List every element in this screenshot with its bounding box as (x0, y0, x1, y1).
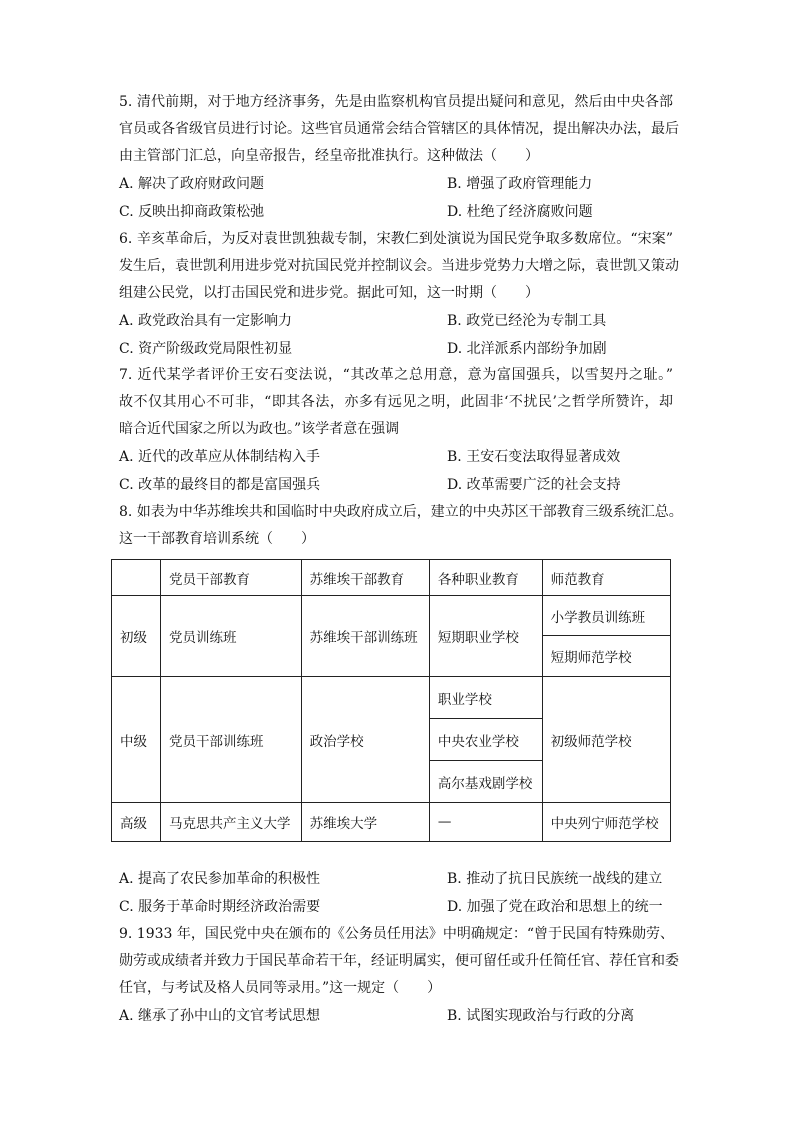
q6-stem-line-1: 6. 辛亥革命后，为反对袁世凯独裁专制，宋教仁到处演说为国民党争取多数席位。“宋案” (119, 231, 673, 247)
q9-stem-line-1: 9. 1933 年，国民党中央在颁布的《公务员任用法》中明确规定：“曾于民国有特殊勋劳、 (119, 926, 675, 942)
table-cell-zhongji-vocational-3: 高尔基戏剧学校 (429, 761, 542, 803)
q6-stem-line-3: 组建公民党，以打击国民党和进步党。据此可知，这一时期（ ） (119, 285, 539, 301)
q7-stem-line-2: 故不仅其用心不可非，“即其各法，亦多有远见之明，此固非‘不扰民’之哲学所赞许，却 (119, 394, 673, 410)
table-cell-chuji-normal-2: 短期师范学校 (542, 636, 670, 677)
q5-option-b[interactable]: B. 增强了政府管理能力 (447, 176, 593, 192)
table-cell-chuji-soviet: 苏维埃干部训练班 (301, 596, 429, 677)
table-header-soviet: 苏维埃干部教育 (301, 560, 429, 596)
q5-option-a[interactable]: A. 解决了政府财政问题 (119, 176, 265, 192)
table-header-corner (112, 560, 161, 596)
q6-stem-line-2: 发生后，袁世凯利用进步党对抗国民党并控制议会。当进步党势力大增之际，袁世凯又策动 (119, 258, 679, 274)
table-cell-gaoji-soviet: 苏维埃大学 (301, 803, 429, 842)
q8-option-a[interactable]: A. 提高了农民参加革命的积极性 (119, 871, 321, 887)
q8-option-d[interactable]: D. 加强了党在政治和思想上的统一 (447, 899, 663, 915)
table-cell-level-chuji: 初级 (112, 596, 161, 677)
q6-option-a[interactable]: A. 政党政治具有一定影响力 (119, 313, 293, 329)
table-cell-chuji-normal-1: 小学教员训练班 (542, 596, 670, 636)
table-cell-gaoji-vocational: — (429, 803, 542, 842)
table-cell-chuji-vocational: 短期职业学校 (429, 596, 542, 677)
q6-option-c[interactable]: C. 资产阶级政党局限性初显 (119, 341, 293, 357)
table-cell-zhongji-party: 党员干部训练班 (161, 677, 302, 803)
education-system-table (111, 559, 671, 842)
table-cell-zhongji-soviet: 政治学校 (301, 677, 429, 803)
q5-stem-line-1: 5. 清代前期，对于地方经济事务，先是由监察机构官员提出疑问和意见，然后由中央各部 (119, 94, 673, 110)
table-row-gaoji (112, 803, 671, 842)
q5-option-c[interactable]: C. 反映出抑商政策松弛 (119, 204, 265, 220)
q9-stem-line-2: 勋劳或成绩者并致力于国民革命若干年，经证明属实，便可留任或升任简任官、荐任官和委 (119, 953, 679, 969)
q9-stem-line-3: 任官，与考试及格人员同等录用。”这一规定（ ） (119, 980, 442, 996)
table-header-party: 党员干部教育 (161, 560, 302, 596)
q7-stem-line-3: 暗合近代国家之所以为政也。”该学者意在强调 (119, 421, 400, 437)
q7-option-c[interactable]: C. 改革的最终目的都是富国强兵 (119, 477, 321, 493)
table-cell-chuji-party: 党员训练班 (161, 596, 302, 677)
q8-stem-line-2: 这一干部教育培训系统（ ） (119, 531, 315, 547)
q8-option-b[interactable]: B. 推动了抗日民族统一战线的建立 (447, 871, 663, 887)
table-cell-zhongji-vocational-1: 职业学校 (429, 677, 542, 719)
table-cell-gaoji-normal: 中央列宁师范学校 (542, 803, 670, 842)
table-cell-zhongji-vocational-2: 中央农业学校 (429, 719, 542, 761)
table-cell-gaoji-party: 马克思共产主义大学 (161, 803, 302, 842)
q6-option-b[interactable]: B. 政党已经沦为专制工具 (447, 313, 607, 329)
q5-option-d[interactable]: D. 杜绝了经济腐败问题 (447, 204, 593, 220)
q7-option-b[interactable]: B. 王安石变法取得显著成效 (447, 449, 621, 465)
q9-option-b[interactable]: B. 试图实现政治与行政的分离 (447, 1008, 635, 1024)
q7-stem-line-1: 7. 近代某学者评价王安石变法说，“其改革之总用意，意为富国强兵，以雪契丹之耻。” (119, 367, 673, 383)
q6-option-d[interactable]: D. 北洋派系内部纷争加剧 (447, 341, 607, 357)
q7-option-a[interactable]: A. 近代的改革应从体制结构入手 (119, 449, 321, 465)
q9-option-a[interactable]: A. 继承了孙中山的文官考试思想 (119, 1008, 321, 1024)
q5-stem-line-3: 由主管部门汇总，向皇帝报告，经皇帝批准执行。这种做法（ ） (119, 148, 539, 164)
table-row-zhongji (112, 677, 671, 719)
table-header-vocational: 各种职业教育 (429, 560, 542, 596)
table-cell-level-zhongji: 中级 (112, 677, 161, 803)
q5-stem-line-2: 官员或各省级官员进行讨论。这些官员通常会结合管辖区的具体情况，提出解决办法，最后 (119, 121, 679, 137)
table-header-row (112, 560, 671, 596)
table-row-chuji (112, 596, 671, 636)
table-cell-level-gaoji: 高级 (112, 803, 161, 842)
table-cell-zhongji-normal: 初级师范学校 (542, 677, 670, 803)
q8-option-c[interactable]: C. 服务于革命时期经济政治需要 (119, 899, 321, 915)
table-header-normal: 师范教育 (542, 560, 670, 596)
q8-stem-line-1: 8. 如表为中华苏维埃共和国临时中央政府成立后，建立的中央苏区干部教育三级系统汇总。 (119, 504, 683, 520)
q7-option-d[interactable]: D. 改革需要广泛的社会支持 (447, 477, 621, 493)
